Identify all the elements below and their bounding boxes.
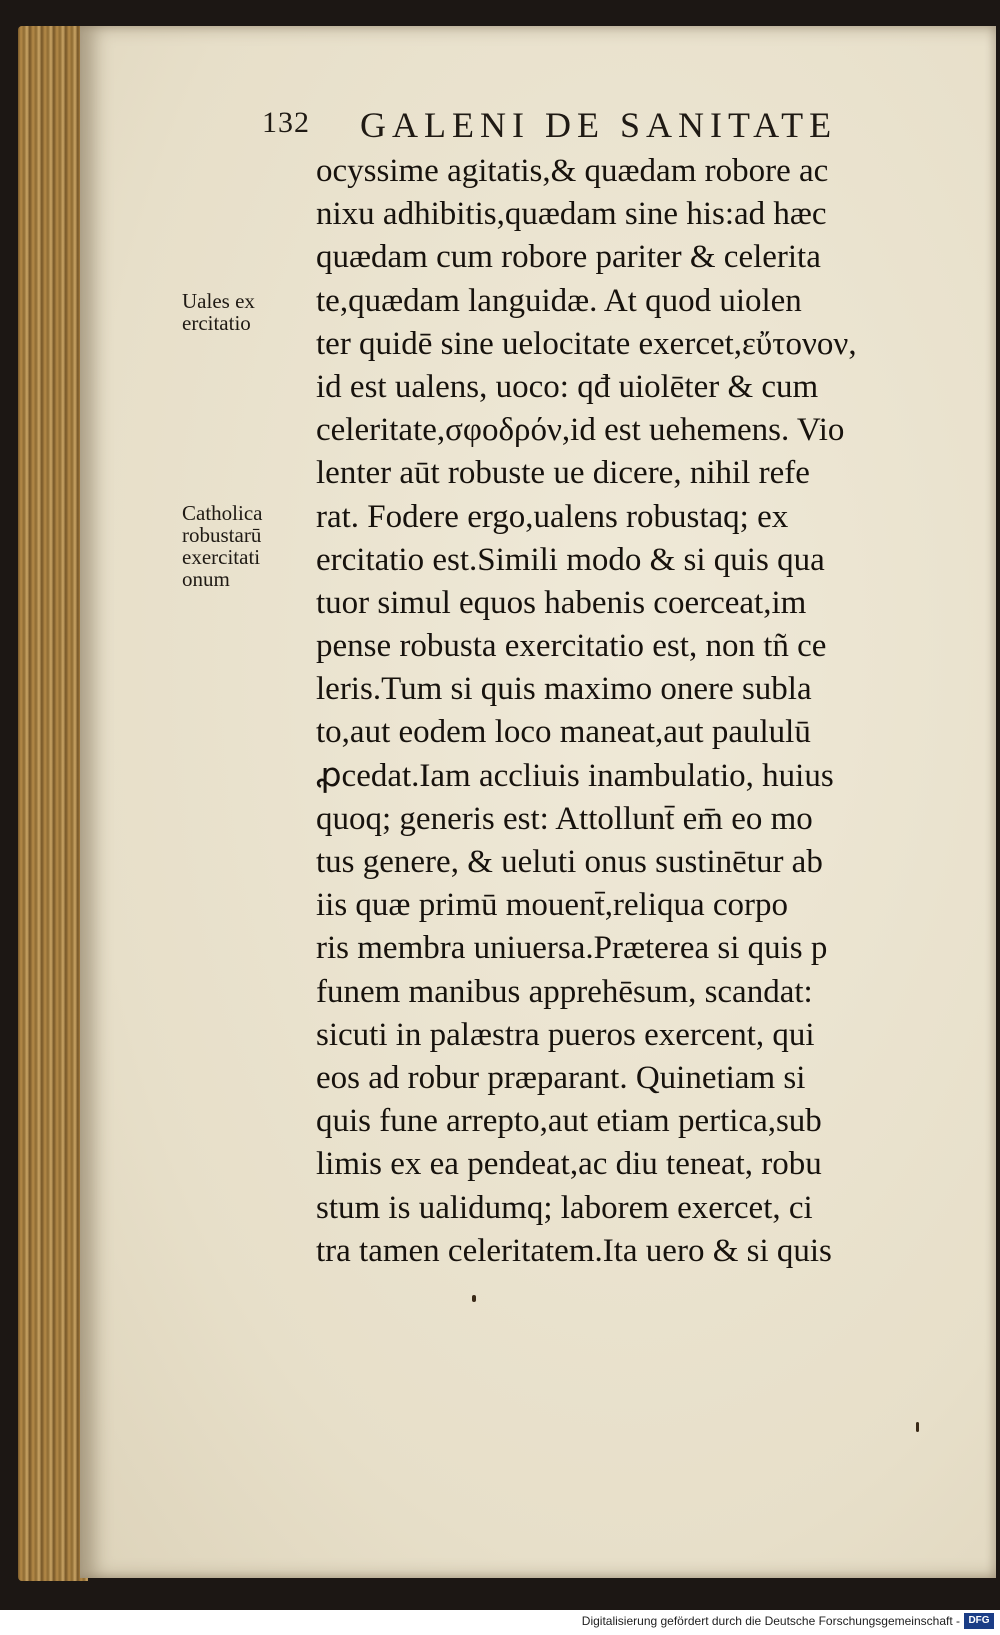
text-line: tra tamen celeritatem.Ita uero & si quis: [316, 1232, 832, 1269]
footer-bar: [0, 1610, 1000, 1635]
marginal-note-line: Uales ex: [182, 289, 255, 313]
text-line: sicuti in palæstra pueros exercent, qui: [316, 1016, 815, 1053]
marginal-note-line: robustarū: [182, 523, 262, 547]
text-line: ter quidē sine uelocitate exercet,εὔτονον,: [316, 325, 857, 362]
running-title: GALENI DE SANITATE: [360, 105, 838, 145]
marginal-note: [182, 290, 255, 334]
text-line: quoq; generis est: Attollunt̄ em̄ eo mo: [316, 800, 813, 837]
text-line: rat. Fodere ergo,ualens robustaq; ex: [316, 498, 789, 535]
text-line: funem manibus apprehēsum, scandat:: [316, 973, 813, 1010]
text-line: ris membra uniuersa.Præterea si quis p: [316, 930, 828, 967]
marginal-note-line: onum: [182, 567, 230, 591]
page-header: [262, 104, 922, 150]
text-line: leris.Tum si quis maximo onere subla: [316, 671, 812, 708]
text-line: to,aut eodem loco maneat,aut paululū: [316, 714, 811, 751]
marginal-note-line: ercitatio: [182, 311, 251, 335]
text-line: quis fune arrepto,aut etiam pertica,sub: [316, 1103, 822, 1140]
dfg-logo: DFG: [964, 1613, 994, 1629]
text-line: tuor simul equos habenis coerceat,im: [316, 584, 807, 621]
marginal-note-line: Catholica: [182, 501, 263, 525]
book-page-edges: [18, 26, 88, 1581]
text-line: iis quæ primū mouent̄,reliqua corpo: [316, 887, 789, 924]
marginal-note-line: exercitati: [182, 545, 261, 569]
text-line: tus genere, & ueluti onus sustinētur ab: [316, 844, 823, 880]
text-line: nixu adhibitis,quædam sine his:ad hæc: [316, 196, 827, 233]
ink-speck: [472, 1295, 476, 1302]
folio-number: 132: [262, 106, 310, 139]
text-line: ercitatio est.Simili modo & si quis qua: [316, 541, 825, 578]
text-line: limis ex ea pendeat,ac diu teneat, robu: [316, 1146, 822, 1183]
ink-speck: [916, 1422, 919, 1432]
marginal-note: [182, 502, 262, 590]
text-line: stum is ualidumq; laborem exercet, ci: [316, 1189, 813, 1226]
text-line: id est ualens, uoco: qđ uiolēter & cum: [316, 368, 819, 405]
funding-credit: Digitalisierung gefördert durch die Deutsche Forschungsgemeinschaft -: [581, 1614, 960, 1628]
text-line: ocyssime agitatis,& quædam robore ac: [316, 153, 829, 189]
text-line: celeritate,σφοδρόν,id est uehemens. Vio: [316, 412, 845, 449]
text-line: quædam cum robore pariter & celerita: [316, 239, 821, 276]
text-line: pense robusta exercitatio est, non tñ ce: [316, 628, 827, 665]
text-line: lenter aūt robuste ue dicere, nihil refe: [316, 455, 810, 492]
body-text: [316, 150, 926, 1273]
text-line: ꝓcedat.Iam accliuis inambulatio, huius: [316, 757, 834, 794]
text-line: te,quædam languidæ. At quod uiolen: [316, 282, 802, 319]
text-line: eos ad robur præparant. Quinetiam si: [316, 1059, 806, 1096]
